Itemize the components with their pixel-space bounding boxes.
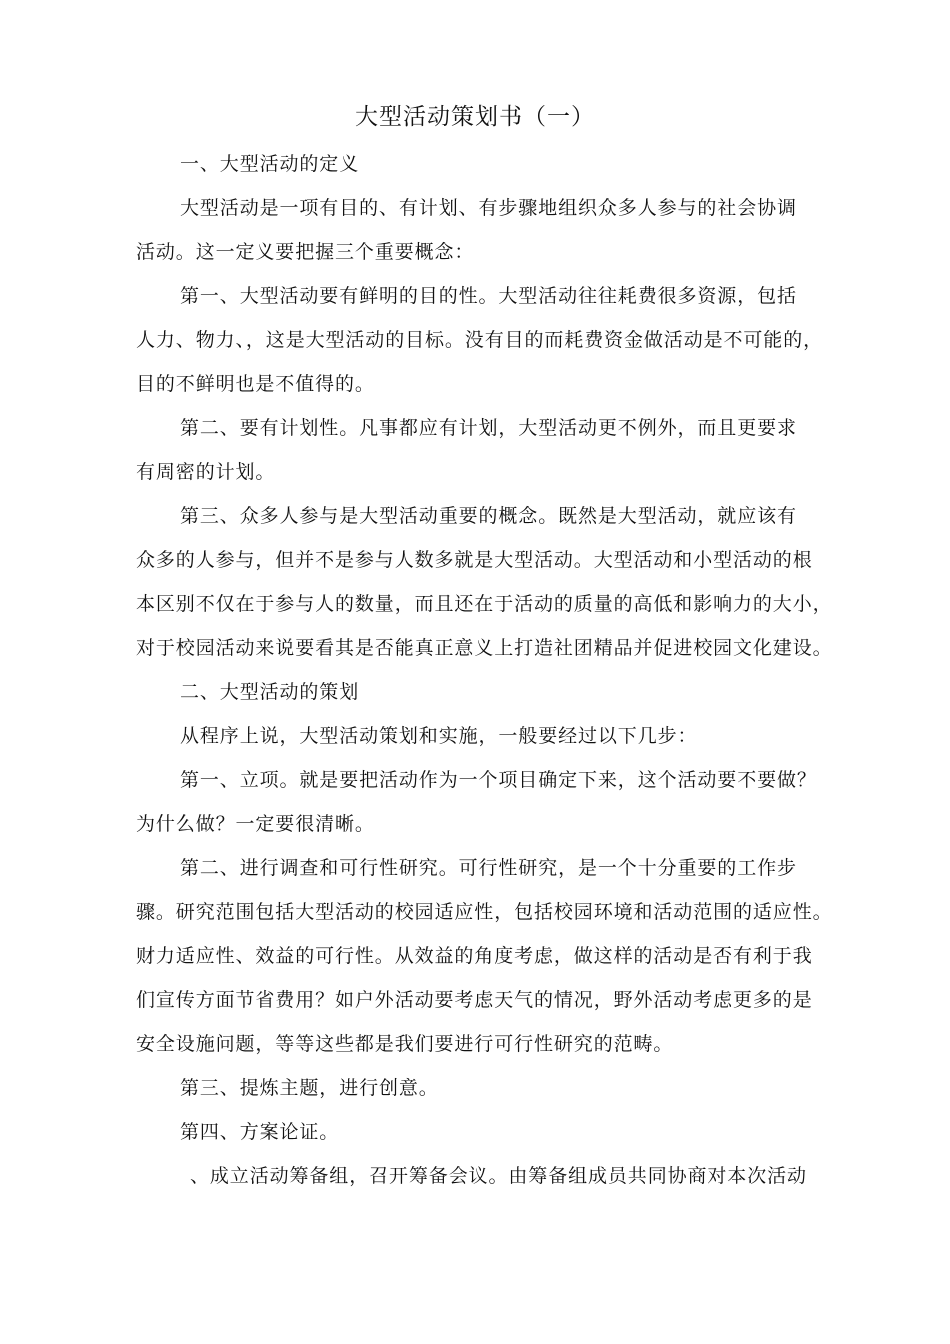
paragraph-line: 有周密的计划。 <box>136 461 276 483</box>
paragraph-line: 安全设施问题，等等这些都是我们要进行可行性研究的范畴。 <box>136 1033 674 1055</box>
paragraph-line: 财力适应性、效益的可行性。从效益的角度考虑，做这样的活动是否有利于我 <box>136 945 813 967</box>
heading-definition: 一、大型活动的定义 <box>180 153 360 175</box>
paragraph-line: 大型活动是一项有目的、有计划、有步骤地组织众多人参与的社会协调 <box>180 197 797 219</box>
paragraph-line: 、成立活动筹备组，召开筹备会议。由筹备组成员共同协商对本次活动 <box>190 1165 807 1187</box>
paragraph-line: 为什么做？一定要很清晰。 <box>136 813 375 835</box>
paragraph-line: 第四、方案论证。 <box>180 1121 340 1143</box>
paragraph-line: 们宣传方面节省费用？如户外活动要考虑天气的情况，野外活动考虑更多的是 <box>136 989 813 1011</box>
paragraph-line: 人力、物力、，这是大型活动的目标。没有目的而耗费资金做活动是不可能的， <box>136 329 824 351</box>
paragraph-line: 活动。这一定义要把握三个重要概念： <box>136 241 475 263</box>
paragraph-line: 第一、大型活动要有鲜明的目的性。大型活动往往耗费很多资源，包括 <box>180 285 797 307</box>
paragraph-line: 目的不鲜明也是不值得的。 <box>136 373 375 395</box>
paragraph-line: 骤。研究范围包括大型活动的校园适应性，包括校园环境和活动范围的适应性。 <box>136 901 833 923</box>
paragraph-line: 第三、众多人参与是大型活动重要的概念。既然是大型活动，就应该有 <box>180 505 797 527</box>
paragraph-line: 从程序上说，大型活动策划和实施，一般要经过以下几步： <box>180 725 698 747</box>
heading-planning: 二、大型活动的策划 <box>180 681 360 703</box>
paragraph-line: 众多的人参与，但并不是参与人数多就是大型活动。大型活动和小型活动的根 <box>136 549 813 571</box>
paragraph-line: 对于校园活动来说要看其是否能真正意义上打造社团精品并促进校园文化建设。 <box>136 637 833 659</box>
paragraph-line: 第三、提炼主题，进行创意。 <box>180 1077 439 1099</box>
paragraph-line: 第二、进行调查和可行性研究。可行性研究，是一个十分重要的工作步 <box>180 857 797 879</box>
paragraph-line: 本区别不仅在于参与人的数量，而且还在于活动的质量的高低和影响力的大小， <box>136 593 833 615</box>
paragraph-line: 第一、立项。就是要把活动作为一个项目确定下来，这个活动要不要做？ <box>180 769 817 791</box>
document-title: 大型活动策划书（一） <box>355 104 595 130</box>
paragraph-line: 第二、要有计划性。凡事都应有计划，大型活动更不例外，而且更要求 <box>180 417 797 439</box>
